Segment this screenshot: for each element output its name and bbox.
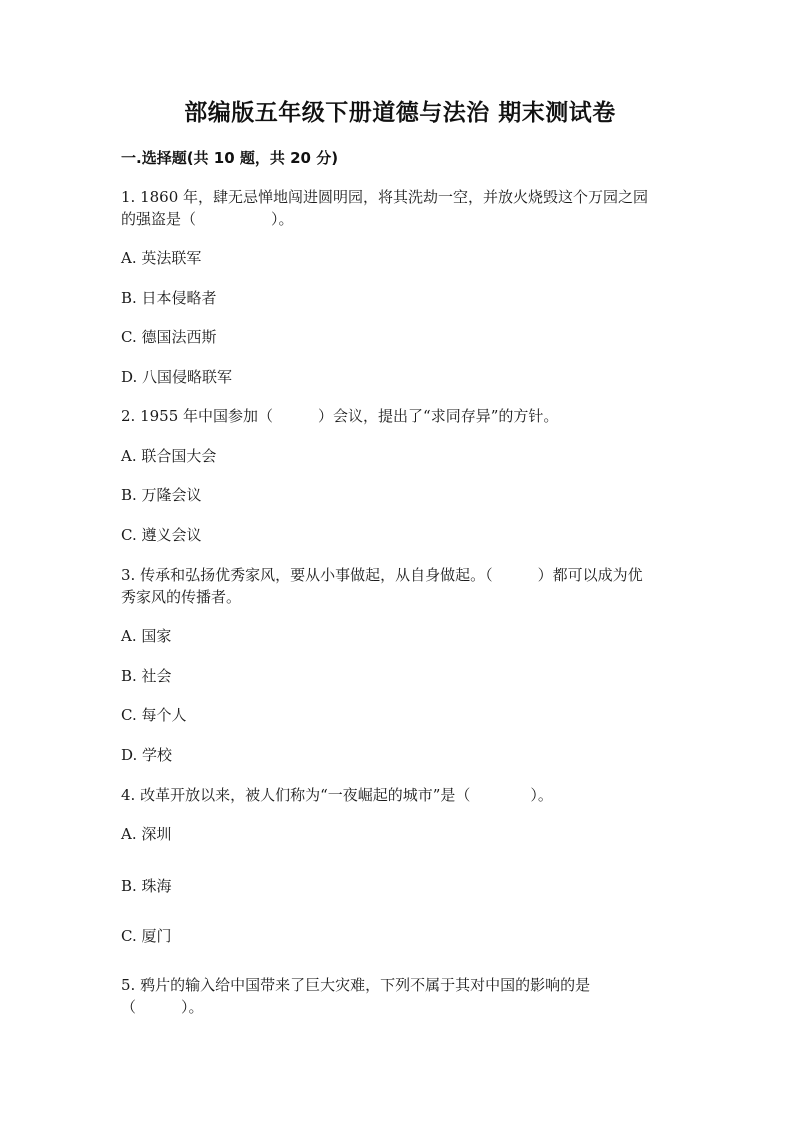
question-1-option-c: C. 德国法西斯 — [121, 328, 217, 346]
question-5-line-2: （ ）。 — [121, 998, 204, 1016]
question-3-line-1: 3. 传承和弘扬优秀家风，要从小事做起，从自身做起。（ ）都可以成为优 — [121, 566, 643, 584]
question-2-option-b: B. 万隆会议 — [121, 486, 202, 504]
page-title: 部编版五年级下册道德与法治 期末测试卷 — [184, 100, 616, 126]
question-3-option-a: A. 国家 — [121, 627, 172, 645]
question-1-option-b: B. 日本侵略者 — [121, 289, 217, 307]
question-3-option-b: B. 社会 — [121, 667, 172, 685]
question-5-line-1: 5. 鸦片的输入给中国带来了巨大灾难，下列不属于其对中国的影响的是 — [121, 976, 591, 994]
question-4-option-c: C. 厦门 — [121, 927, 172, 945]
question-3-option-c: C. 每个人 — [121, 706, 187, 724]
question-4-line-1: 4. 改革开放以来，被人们称为“一夜崛起的城市”是（ ）。 — [121, 786, 553, 804]
question-2-line-1: 2. 1955 年中国参加（ ）会议，提出了“求同存异”的方针。 — [121, 407, 559, 425]
question-2-option-a: A. 联合国大会 — [121, 447, 217, 465]
question-1-line-1: 1. 1860 年，肆无忌惮地闯进圆明园，将其洗劫一空，并放火烧毁这个万园之园 — [121, 188, 649, 206]
section-heading: 一.选择题(共 10 题，共 20 分) — [121, 149, 339, 167]
question-1-option-a: A. 英法联军 — [121, 249, 202, 267]
question-4-option-a: A. 深圳 — [121, 825, 172, 843]
question-4-option-b: B. 珠海 — [121, 877, 172, 895]
question-1-option-d: D. 八国侵略联军 — [121, 368, 233, 386]
question-2-option-c: C. 遵义会议 — [121, 526, 202, 544]
question-3-line-2: 秀家风的传播者。 — [121, 588, 242, 606]
question-1-line-2: 的强盗是（ ）。 — [121, 210, 294, 228]
question-3-option-d: D. 学校 — [121, 746, 173, 764]
